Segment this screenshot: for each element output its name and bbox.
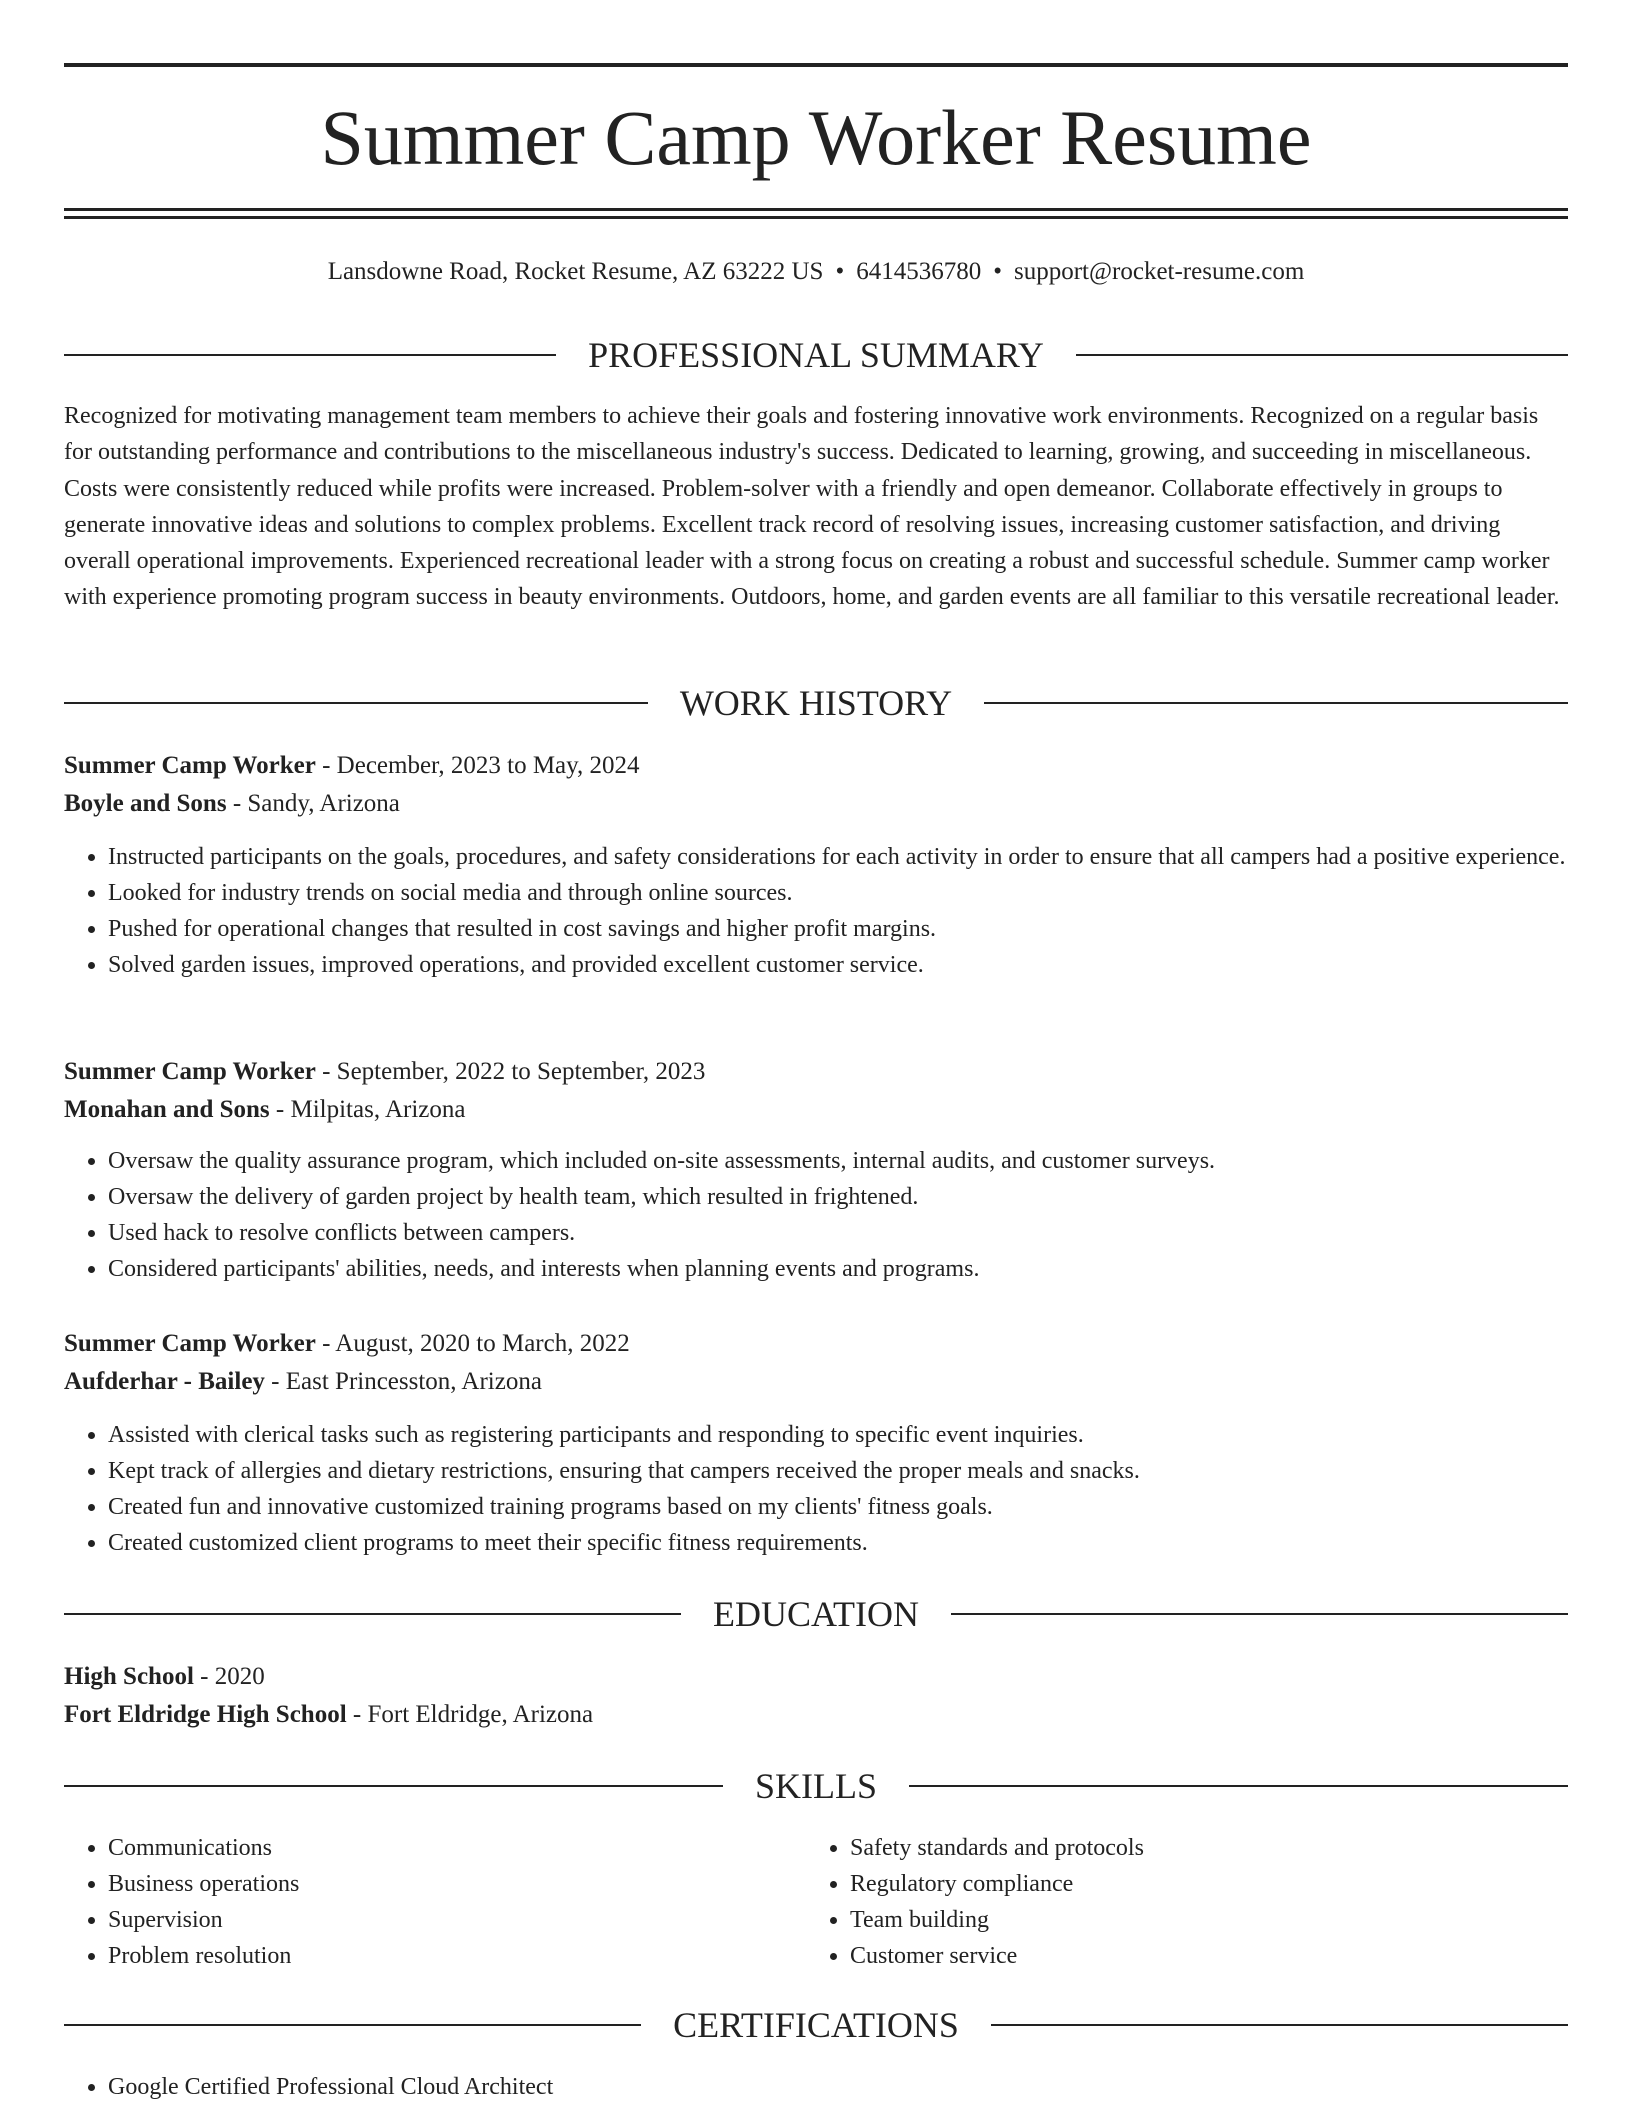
list-item: • Looked for industry trends on social media and through online sources. [108, 875, 1568, 911]
skill-item: • Business operations [108, 1866, 764, 1902]
section-title: CERTIFICATIONS [673, 2005, 959, 2045]
list-item: • Created fun and innovative customized training programs based on my clients' fitness goals. [108, 1489, 1568, 1525]
title-rule-upper [64, 208, 1568, 211]
section-title: EDUCATION [713, 1594, 919, 1634]
divider-line [64, 1785, 723, 1787]
job-dates: - September, 2022 to September, 2023 [315, 1058, 706, 1085]
job-bullets [64, 839, 1568, 983]
section-heading-skills [64, 1764, 1568, 1808]
job-company: Aufderhar - Bailey [64, 1368, 265, 1395]
divider-line [64, 2024, 641, 2026]
skill-item: • Communications [108, 1830, 764, 1866]
education-location: - Fort Eldridge, Arizona [346, 1701, 594, 1728]
divider-line [64, 702, 648, 704]
job-company-line [64, 1363, 1568, 1401]
job-dates: - December, 2023 to May, 2024 [315, 752, 640, 779]
job-title: Summer Camp Worker [64, 1058, 316, 1085]
job-title-line [64, 1325, 1568, 1363]
skills-column-left [64, 1830, 764, 1974]
summary-paragraph: Recognized for motivating management team members to achieve their goals and fostering innovative work environments. Recognized on a regular basis for outstanding performance and contributions to the miscellaneous industry's success. Dedicated to learning, growing, and succeeding in miscellaneous. Costs were consistently reduced while profits were increased. Problem-solver with a friendly and open demeanor. Collaborate effectively in groups to generate innovative ideas and solutions to complex problems. Excellent track record of resolving issues, increasing customer satisfaction, and driving overall operational improvements. Experienced recreational leader with a strong focus on creating a robust and successful schedule. Summer camp worker with experience promoting program success in beauty environments. Outdoors, home, and garden events are all familiar to this versatile recreational leader. [64, 403, 1560, 611]
resume-title: Summer Camp Worker Resume [320, 94, 1312, 181]
divider-line [64, 354, 556, 356]
education-school-line [64, 1696, 1568, 1734]
job-title-line [64, 747, 1568, 785]
skills-bullets [64, 1830, 764, 1974]
list-item: • Oversaw the quality assurance program, which included on-site assessments, internal audits, and customer surveys. [108, 1143, 1568, 1179]
job-bullets [64, 1143, 1568, 1287]
job-entry [64, 1325, 1568, 1561]
list-item: • Pushed for operational changes that resulted in cost savings and higher profit margins. [108, 911, 1568, 947]
list-item: • Kept track of allergies and dietary restrictions, ensuring that campers received the proper meals and snacks. [108, 1453, 1568, 1489]
contact-separator: • [835, 258, 845, 285]
skill-item: • Safety standards and protocols [850, 1830, 1506, 1866]
divider-line [909, 1785, 1568, 1787]
certification-item: • Google Certified Professional Cloud Architect [108, 2069, 1568, 2105]
list-item: • Considered participants' abilities, needs, and interests when planning events and programs. [108, 1251, 1568, 1287]
job-company-line [64, 1091, 1568, 1129]
education-year: - 2020 [193, 1663, 265, 1690]
job-title-line [64, 1053, 1568, 1091]
skill-item: • Problem resolution [108, 1938, 764, 1974]
certifications-list [64, 2069, 1568, 2105]
section-heading-work-history [64, 681, 1568, 725]
job-location: - East Princesston, Arizona [264, 1368, 542, 1395]
skills-bullets [806, 1830, 1506, 1974]
section-title: WORK HISTORY [679, 683, 953, 723]
job-company: Boyle and Sons [64, 790, 227, 817]
section-heading-certifications [64, 2003, 1568, 2047]
skill-item: • Regulatory compliance [850, 1866, 1506, 1902]
contact-address: Lansdowne Road, Rocket Resume, AZ 63222 US [327, 258, 824, 285]
section-heading-summary [64, 333, 1568, 377]
list-item: • Assisted with clerical tasks such as registering participants and responding to specific event inquiries. [108, 1417, 1568, 1453]
job-dates: - August, 2020 to March, 2022 [315, 1330, 630, 1357]
list-item: • Oversaw the delivery of garden project by health team, which resulted in frightened. [108, 1179, 1568, 1215]
list-item: • Created customized client programs to meet their specific fitness requirements. [108, 1525, 1568, 1561]
contact-line [64, 254, 1568, 290]
job-company-line [64, 785, 1568, 823]
divider-line [64, 1613, 681, 1615]
divider-line [951, 1613, 1568, 1615]
divider-line [984, 702, 1568, 704]
divider-line [991, 2024, 1568, 2026]
job-location: - Sandy, Arizona [226, 790, 400, 817]
section-heading-education [64, 1592, 1568, 1636]
job-title: Summer Camp Worker [64, 752, 316, 779]
education-degree: High School [64, 1663, 194, 1690]
skills-column-right [806, 1830, 1506, 1974]
job-entry [64, 747, 1568, 983]
contact-separator: • [993, 258, 1002, 285]
job-bullets [64, 1417, 1568, 1561]
contact-phone: 6414536780 [856, 258, 982, 285]
skill-item: • Customer service [850, 1938, 1506, 1974]
list-item: • Used hack to resolve conflicts between campers. [108, 1215, 1568, 1251]
section-title: PROFESSIONAL SUMMARY [588, 335, 1044, 375]
divider-line [1076, 354, 1568, 356]
education-school: Fort Eldridge High School [64, 1701, 347, 1728]
job-entry [64, 1053, 1568, 1287]
title-rule-lower [64, 216, 1568, 219]
education-degree-line [64, 1658, 1568, 1696]
list-item: • Solved garden issues, improved operations, and provided excellent customer service. [108, 947, 1568, 983]
job-location: - Milpitas, Arizona [269, 1096, 466, 1123]
job-title: Summer Camp Worker [64, 1330, 316, 1357]
contact-email: support@rocket-resume.com [1014, 258, 1305, 285]
education-entry [64, 1658, 1568, 1734]
list-item: • Instructed participants on the goals, procedures, and safety considerations for each activity in order to ensure that all campers had a positive experience. [108, 839, 1568, 875]
skill-item: • Supervision [108, 1902, 764, 1938]
skill-item: • Team building [850, 1902, 1506, 1938]
certification-bullets [64, 2069, 1568, 2105]
section-title: SKILLS [755, 1766, 878, 1806]
job-company: Monahan and Sons [64, 1096, 270, 1123]
top-rule [64, 63, 1568, 67]
